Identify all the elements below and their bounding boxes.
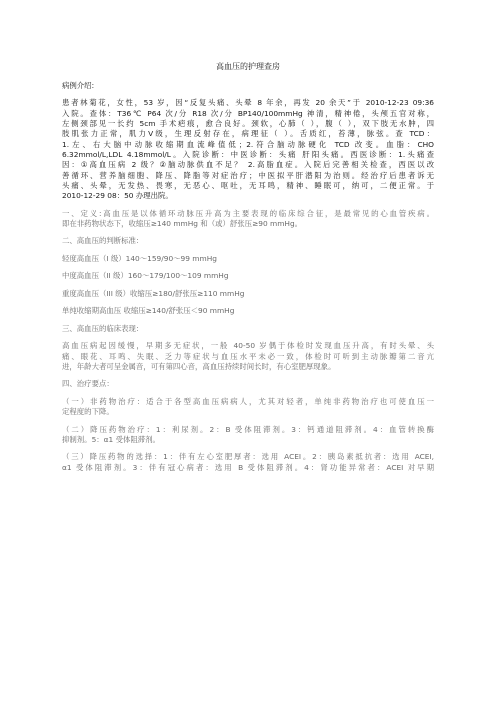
text-line: 2010-12-29 08：50 办理出院。	[62, 191, 173, 201]
paragraph	[62, 397, 434, 418]
paragraph-gap	[62, 282, 434, 289]
paragraph-gap	[62, 264, 434, 271]
text-line: 1.左、右大脑中动脉收缩期血流峰值低；2.符合脑动脉硬化 TCD 改变。血脂：CHO	[62, 139, 434, 149]
document-title: 高血压的护理查房	[216, 62, 280, 71]
text-line: 重度高血压（III 级）收缩压≥180/舒张压≥110 mmHg	[62, 288, 245, 298]
text-line: 三、高血压的临床表现：	[62, 323, 144, 333]
paragraph-gap	[62, 229, 434, 236]
text-line: 即在非药物状态下，收缩压≥140 mmHg 和（或）舒张压≥90 mmHg。	[62, 218, 303, 228]
text-line: 四、治疗要点：	[62, 379, 114, 389]
text-line: 单纯收缩期高血压 收缩压≥140/舒张压＜90 mmHg	[62, 306, 235, 316]
paragraph	[62, 271, 434, 281]
text-line: 左侧颈部见一长约 5cm 手术疤痕，愈合良好。颈软，心肺（ ），腹（ ），双下肢无水肿，四	[62, 119, 434, 129]
paragraph	[62, 452, 434, 473]
paragraph	[62, 289, 434, 299]
paragraph-gap	[62, 299, 434, 306]
paragraph	[62, 379, 434, 389]
paragraph-gap	[62, 390, 434, 397]
text-line: （一）非药物治疗：适合于各型高血压病病人，尤其对轻者，单纯非药物治疗也可使血压一	[62, 396, 434, 406]
paragraph-gap	[62, 372, 434, 379]
text-line: 肢肌张力正常，肌力Ⅴ级，生理反射存在，病理征（ ）。舌质红，苔薄，脉弦。查 TCD：	[62, 129, 434, 139]
text-line: 进，年龄大者可呈金属音，可有第四心音，高血压持续时间长时，有心室肥厚现象。	[62, 361, 336, 371]
paragraph	[62, 341, 434, 372]
text-line: 轻度高血压（I 级）140～159/90～99 mmHg	[62, 253, 217, 263]
text-line: 因：①高血压病 2 级？②脑动脉供血不足？ 2.高脂血症。入院后完善相关检查，西医以改	[62, 160, 434, 170]
text-line: 患者林菊花，女性，53 岁，因“反复头痛、头晕 8 年余，再发 20 余天”于 2010-12-23 09:36	[62, 98, 434, 108]
text-line: 二、高血压的判断标准：	[62, 236, 144, 246]
paragraph	[62, 324, 434, 334]
paragraph	[62, 425, 434, 446]
text-line: 头痛、头晕，无发热、畏寒，无恶心、呕吐，无耳鸣，精神、睡眠可，纳可，二便正常。于	[62, 180, 434, 190]
text-line: α1 受体阻滞剂。3：伴有冠心病者：选用 B 受体阻滞剂。4：肾功能异常者：ACEI 对早期	[62, 462, 434, 472]
paragraph-gap	[62, 334, 434, 341]
text-line: 善循环、营养脑细胞、降压、降脂等对症治疗；中医拟平肝潜阳为治则。经治疗后患者诉无	[62, 170, 434, 180]
text-line: 定程度的下降。	[62, 407, 114, 417]
paragraph-gap	[62, 445, 434, 452]
text-line: 痛、眼花、耳鸣、失眠、乏力等症状与血压水平未必一致，体检时可听到主动脉瓣第二音亢	[62, 351, 434, 361]
text-line: 一、定义:高血压是以体循环动脉压升高为主要表现的临床综合征，是最常见的心血管疾病。	[62, 208, 434, 218]
paragraph	[62, 209, 434, 230]
text-line: 6.32mmol/L,LDL 4.18mmol/L。入院诊断：中医诊断：头痛 肝阳头痛。西医诊断：1.头痛查	[62, 149, 434, 159]
text-line: 抑制剂。5：α1 受体阻滞剂。	[62, 434, 160, 444]
paragraph-gap	[62, 317, 434, 324]
text-line: 病例介绍:	[62, 81, 95, 90]
paragraph-gap	[62, 417, 434, 424]
paragraph	[62, 306, 434, 316]
paragraph	[62, 236, 434, 246]
text-line: 入院。查体：T36℃ P64 次/分 R18 次/分 BP140/100mmHg 神清，精神倦，头颅五官对称，	[62, 108, 434, 118]
text-line: （三）降压药物的选择：1：伴有左心室肥厚者：选用 ACEI。2：胰岛素抵抗者：选用 ACEI,	[62, 452, 434, 462]
text-line: 高血压病起因缓慢，早期多无症状，一般 40-50 岁偶于体检时发现血压升高，有时头晕、头	[62, 341, 434, 351]
paragraph-gap	[62, 201, 434, 208]
paragraph	[62, 254, 434, 264]
text-line: 中度高血压（II 级）160～179/100～109 mmHg	[62, 271, 229, 281]
paragraph-gap	[62, 91, 434, 98]
paragraph	[62, 81, 434, 91]
document-body	[62, 81, 434, 473]
paragraph	[62, 98, 434, 201]
paragraph-gap	[62, 247, 434, 254]
text-line: （二）降压药物治疗：1：利尿剂。2：B 受体阻滞剂。3：钙通道阻滞剂。4：血管转换酶	[62, 424, 434, 434]
